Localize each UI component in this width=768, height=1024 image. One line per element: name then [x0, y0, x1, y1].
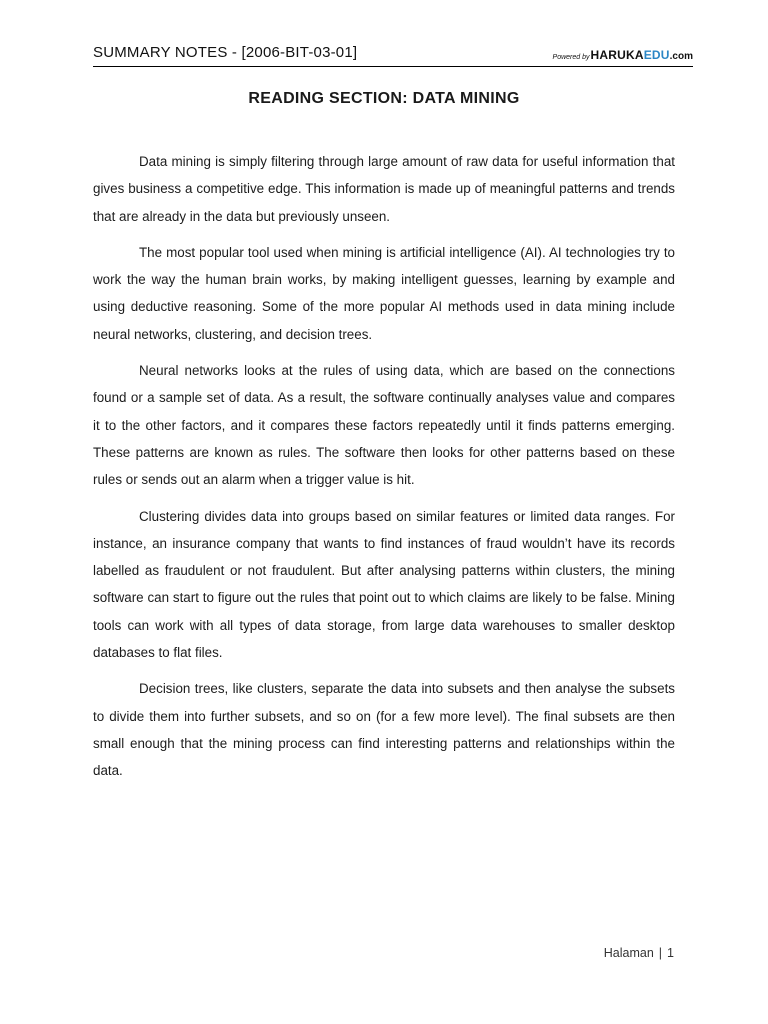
- section-title: READING SECTION: DATA MINING: [248, 90, 520, 107]
- page-number: 1: [667, 946, 674, 960]
- brand-powered-by: Powered by: [552, 54, 590, 61]
- paragraph: Neural networks looks at the rules of using data, which are based on the connections found or a sample set of data. As a result, the software continually analyses value and compares it to the other factors, and it compares these factors repeatedly until it finds patterns emerging. These patterns are known as rules. The software then looks for other patterns based on these rules or sends out an alarm when a trigger value is hit.: [93, 363, 675, 488]
- brand-name-part3: .com: [669, 51, 693, 62]
- paragraph: Clustering divides data into groups based on similar features or limited data ranges. For instance, an insurance company that wants to find instances of fraud wouldn’t have its records labelled as fraudulent or not fraudulent. But after analysing patterns within clusters, the mining software can start to figure out the rules that point out to which claims are likely to be false. Mining tools can work with all types of data storage, from large data warehouses to smaller desktop databases to flat files.: [93, 508, 675, 661]
- brand-name-part2: EDU: [643, 48, 670, 62]
- paragraph: Decision trees, like clusters, separate the data into subsets and then analyse the subsets to divide them into further subsets, and so on (for a few more level). The final subsets are then small enough that the mining process can find interesting patterns and relationships within the data.: [93, 681, 675, 779]
- paragraph: Data mining is simply filtering through large amount of raw data for useful information that gives business a competitive edge. This information is made up of meaningful patterns and trends that are already in the data but previously unseen.: [93, 154, 675, 224]
- page-footer: [604, 946, 674, 960]
- header-title: SUMMARY NOTES - [2006-BIT-03-01]: [93, 44, 358, 61]
- page-header: [93, 44, 693, 67]
- body-text: [93, 148, 675, 794]
- paragraph: The most popular tool used when mining is artificial intelligence (AI). AI technologies try to work the way the human brain works, by making intelligent guesses, learning by example and using deductive reasoning. Some of the more popular AI methods used in data mining include neural networks, clustering, and decision trees.: [93, 244, 675, 342]
- brand-logo: [553, 48, 693, 62]
- brand-name-part1: HARUKA: [590, 48, 644, 62]
- footer-label: Halaman: [603, 946, 654, 960]
- footer-separator: |: [658, 946, 663, 960]
